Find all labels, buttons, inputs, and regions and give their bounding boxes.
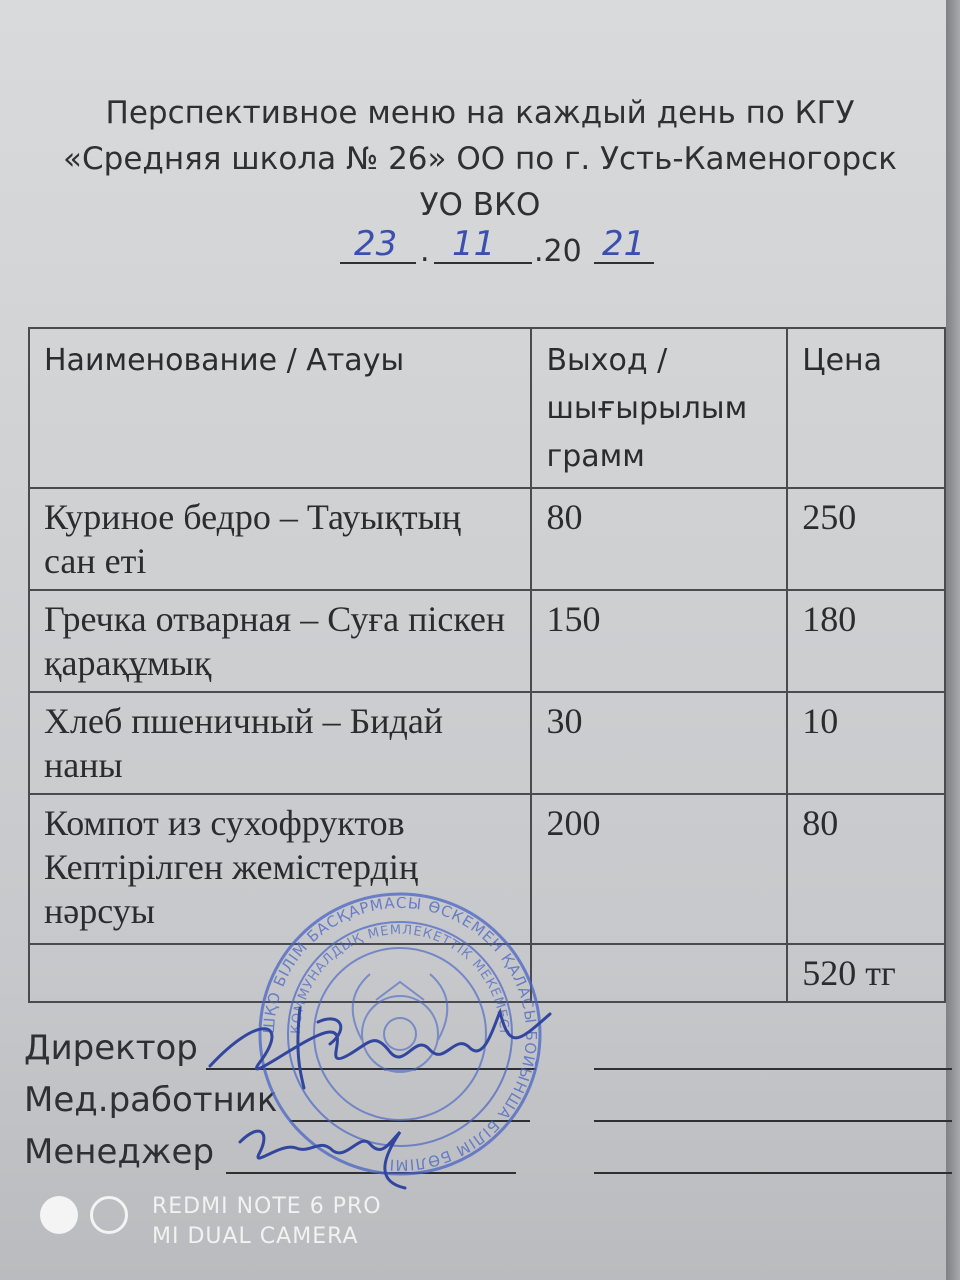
- table-row: [29, 590, 945, 692]
- manager-name-line: [594, 1170, 952, 1174]
- paper-edge: [946, 0, 960, 1280]
- header-line-2: «Средняя школа № 26» ОО по г. Усть-Каменогорск: [63, 141, 897, 177]
- date-separator: .: [420, 234, 430, 269]
- table-header-row: [29, 328, 945, 488]
- table-row: [29, 488, 945, 590]
- director-label: Директор: [24, 1028, 198, 1068]
- dish-name: Компот из сухофруктов Кептірілген жемістердің нәрсуы: [29, 794, 531, 944]
- camera-dot-filled-icon: [40, 1196, 78, 1234]
- medic-name-line: [594, 1118, 952, 1122]
- document-header: [40, 90, 920, 228]
- stamp-outer-text: ШҚО БІЛІМ БАСҚАРМАСЫ ӨСКЕМЕН ҚАЛАСЫ БОЙЫНША БІЛІМ БӨЛІМІ: [259, 893, 541, 1175]
- date-day: 23: [354, 224, 398, 264]
- column-header-yield: Выход / шығырылым грамм: [531, 328, 787, 488]
- dish-name: Куриное бедро – Тауықтың сан еті: [29, 488, 531, 590]
- dish-name: Гречка отварная – Суға піскен қарақұмық: [29, 590, 531, 692]
- dish-yield: 150: [531, 590, 787, 692]
- director-signature-icon: [210, 1012, 550, 1069]
- camera-watermark-line-1: REDMI NOTE 6 PRO: [152, 1194, 382, 1219]
- date-month: 11: [452, 224, 496, 264]
- director-initial-icon: [298, 1008, 341, 1088]
- column-header-name: Наименование / Атауы: [29, 328, 531, 488]
- signatures-ink: [200, 992, 560, 1192]
- dish-name: Хлеб пшеничный – Бидай наны: [29, 692, 531, 794]
- column-header-price: Цена: [787, 328, 945, 488]
- header-line-3: УО ВКО: [419, 187, 541, 223]
- date-line: [340, 222, 660, 276]
- dish-yield: 80: [531, 488, 787, 590]
- total-price: 520 тг: [787, 944, 945, 1002]
- camera-watermark: [152, 1192, 382, 1252]
- dish-price: 80: [787, 794, 945, 944]
- total-empty-cell: [531, 944, 787, 1002]
- dish-price: 10: [787, 692, 945, 794]
- stamp-inner-text: КОММУНАЛДЫҚ МЕМЛЕКЕТТІК МЕКЕМЕСІ: [288, 922, 512, 1035]
- dish-yield: 200: [531, 794, 787, 944]
- camera-dot-outline-icon: [90, 1196, 128, 1234]
- medic-label: Мед.работник: [24, 1080, 278, 1120]
- date-year-prefix: .20: [534, 234, 582, 269]
- camera-watermark-line-2: MI DUAL CAMERA: [152, 1224, 359, 1249]
- dish-yield: 30: [531, 692, 787, 794]
- table-row: [29, 692, 945, 794]
- date-year-suffix: 21: [602, 224, 646, 264]
- header-line-1: Перспективное меню на каждый день по КГУ: [105, 95, 855, 131]
- director-name-line: [594, 1066, 952, 1070]
- manager-label: Менеджер: [24, 1132, 215, 1172]
- manager-signature-icon: [240, 1131, 405, 1188]
- dish-price: 250: [787, 488, 945, 590]
- dish-price: 180: [787, 590, 945, 692]
